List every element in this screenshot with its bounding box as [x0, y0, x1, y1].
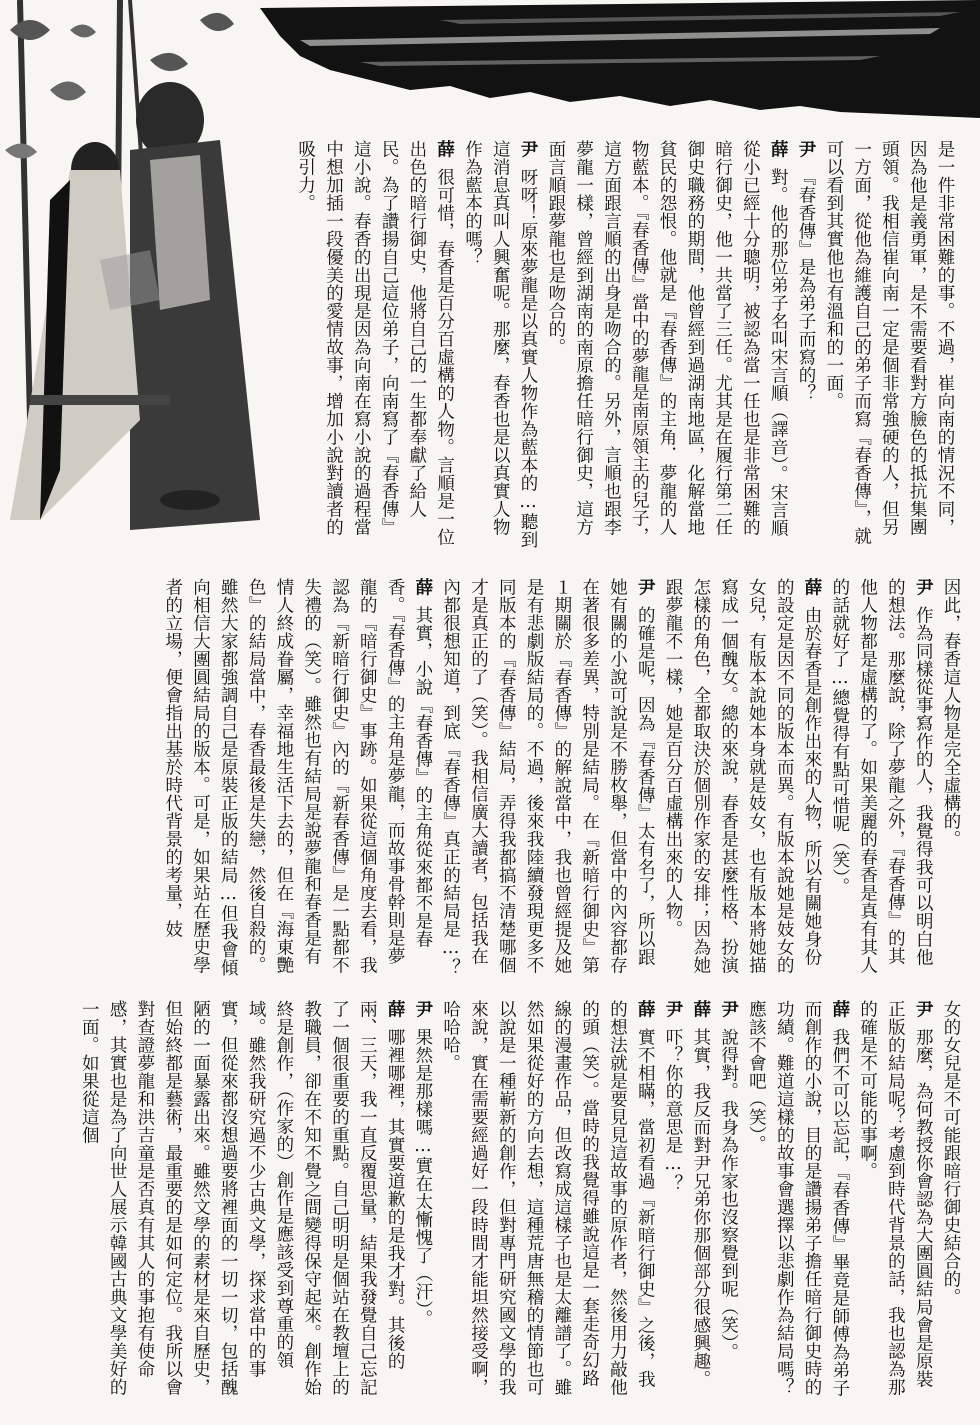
paragraph [458, 140, 541, 550]
paragraph-text: 其實，小說『春香傳』的主角從來都不是春香。『春香傳』的主角是夢龍，而故事骨幹則是夢龍的『暗行御史』事跡。如果從這個角度去看，我認為『新暗行御史』內的『新春香傳』是一點都不失禮的（笑）。雖然也有結局是說夢龍和春香是有情人終成眷屬，幸福地生活下去的，但在『海東艷色』的結局當中，春香最後是失戀，然後自殺的。雖然大家都強調自己是原裝正版的結局…但我會傾向相信大團圓結局的版本。可是，如果站在歷史學者的立場，便會指出基於時代背景的考量，妓 [162, 578, 433, 977]
speaker-xue: 薛 [690, 1000, 711, 1018]
paragraph-text: 呀呀！原來夢龍是以真實人物作為藍本的…聽到這消息真叫人興奮呢。那麼，春香也是以真實人物作為藍本的嗎？ [462, 140, 539, 549]
paragraph-text: 那麼，為何教授你會認為大團圓結局會是原裝正版的結局呢？考慮到時代背景的話，我也認為那的確是不可能的事啊。 [857, 1000, 934, 1396]
paragraph [436, 1000, 658, 1405]
paragraph-text: 吓？你的意思是…？ [663, 1028, 684, 1193]
paragraph [825, 578, 936, 978]
paragraph [291, 140, 458, 550]
paragraph [658, 1000, 686, 1405]
interview-section-3 [14, 1000, 964, 1405]
paragraph [742, 1000, 853, 1405]
speaker-yun: 尹 [635, 578, 656, 596]
paragraph-text: 的確是呢，因為『春香傳』太有名了，所以跟她有關的小說可說是不勝枚舉，但當中的內容都存在著很多差異，特別是結局。在『新暗行御史』第１期關於『春香傳』的解說當中，我也曾經提及她是有悲劇版結局的。不過，後來我陸續發現更多不同版本的『春香傳』結局，弄得我都搞不清楚哪個才是真正的了（笑）。我相信廣大讀者，包括我在內都很想知道，到底『春香傳』真正的結局是…？ [440, 578, 656, 977]
speaker-xue: 薛 [768, 140, 789, 158]
speaker-yun: 尹 [518, 140, 539, 158]
paragraph [714, 1000, 742, 1405]
paragraph-text: 女的女兒是不可能跟暗行御史結合的。 [941, 1000, 961, 1306]
paragraph [408, 1000, 436, 1405]
paragraph-text: 由於春香是創作出來的人物，所以有關她身份的設定是因不同的版本而異。有版本說她是妓女的女兒，有版本說她本身就是妓女，也有版本將她描寫成一個醜女。總的來說，春香是甚麼性格、扮演怎樣的角色，全都取決於個別作家的安排；因為她跟夢龍不一樣，她是百分百虛構出來的人物。 [663, 578, 823, 974]
paragraph-text: 很可惜，春香是百分百虛構的人物。言順是一位出色的暗行御史，他將自己的一生都奉獻了給人民。為了讚揚自己這位弟子，向南寫了『春香傳』這小說。春香的出現是因為向南在寫小說的過程當中想加插一段優美的愛情故事，增加小說對讀者的吸引力。 [295, 140, 455, 546]
paragraph [658, 578, 825, 978]
paragraph-text: 『春香傳』是為弟子而寫的？ [796, 168, 817, 402]
speaker-yun: 尹 [796, 140, 817, 158]
paragraph-text: 因此，春香這人物是完全虛構的。 [941, 578, 961, 848]
paragraph [541, 140, 791, 550]
paragraph [936, 1000, 964, 1405]
paragraph [791, 140, 819, 550]
interview-section-2 [14, 578, 964, 978]
paragraph [936, 578, 964, 978]
speaker-yun: 尹 [412, 1000, 433, 1018]
speaker-xue: 薛 [434, 140, 455, 158]
speaker-yun: 尹 [913, 1000, 934, 1018]
speaker-xue: 薛 [412, 578, 433, 596]
illustration-couple-swing [0, 0, 290, 560]
paragraph-text: 是一件非常困難的事。不過，崔向南的情況不同，因為他是義勇軍，是不需要看對方臉色的抵抗集團頭領。我相信崔向南一定是個非常強硬的人，但另一方面，從他為維護自己的弟子而寫『春香傳』，就可以看到其實他也有溫和的一面。 [823, 140, 955, 546]
speaker-xue: 薛 [802, 578, 823, 596]
paragraph-text: 對。他的那位弟子名叫宋言順（譯音）。宋言順從小已經十分聰明，被認為當一任也是非常困難的暗行御史，他一共當了三任。尤其是在履行第二任御史職務的期間，他曾經到過湖南地區，化解當地貧民的怨恨。他就是『春香傳』的主角．夢龍的人物藍本。『春香傳』當中的夢龍是南原領主的兒子，這方面跟言順的出身是吻合的。另外，言順也跟李夢龍一樣，曾經到湖南的南原擔任暗行御史，這方面言順跟夢龍也是吻合的。 [545, 140, 789, 546]
speaker-xue: 薛 [829, 1000, 850, 1018]
paragraph [75, 1000, 409, 1405]
paragraph [436, 578, 658, 978]
paragraph-text: 我們不可以忘記，『春香傳』畢竟是師傅為弟子而創作的小說，目的是讚揚弟子擔任暗行御史時的功績。難道這樣的故事會選擇以悲劇作為結局嗎？應該不會吧（笑）。 [746, 1000, 850, 1398]
paragraph-text: 說得對。我身為作家也沒察覺到呢（笑）。 [718, 1028, 739, 1362]
speaker-yun: 尹 [663, 1000, 684, 1018]
paragraph-text: 果然是那樣嗎…實在太慚愧了（汗）。 [412, 1028, 433, 1328]
paragraph-text: 其實，我反而對尹兄弟你那個部分很感興趣。 [690, 1028, 711, 1388]
speaker-xue: 薛 [385, 1000, 406, 1018]
speaker-yun: 尹 [718, 1000, 739, 1018]
paragraph [686, 1000, 714, 1405]
paragraph [158, 578, 436, 978]
speaker-xue: 薛 [635, 1000, 656, 1018]
paragraph [819, 140, 958, 550]
paragraph-text: 哪裡哪裡，其實要道歉的是我才對。其後的兩、三天，我一直反覆思量，結果我發覺自己忘記了一個很重要的重點。自己明明是個站在教壇上的教職員，卻在不知不覺之間變得保守起來。創作始終是創作，（作家的）創作是應該受到尊重的領域。雖然我研究過不少古典文學，探求當中的事實，但從來都沒想過要將裡面的一切一切，包括醜陋的一面暴露出來。雖然文學的素材是來自歷史，但始終都是藝術，最重要的是如何定位。我所以會對查證夢龍和洪吉童是否真有其人的事抱有使命感，其實也是為了向世人展示韓國古典文學美好的一面。如果從這個 [79, 1000, 406, 1396]
paragraph-text: 實不相瞞，當初看過『新暗行御史』之後，我的想法就是要見見這故事的原作者，然後用力敲他的頭（笑）。當時的我覺得雖說這是一套走奇幻路線的漫畫作品，但改寫成這樣子也是太離譜了。雖然如果從好的方向去想，這種荒唐無稽的情節也可以說是一種嶄新的創作，但對專門研究國文學的我來說，實在需要經過好一段時間才能坦然接受啊，哈哈哈。 [440, 1000, 656, 1396]
speaker-yun: 尹 [913, 578, 934, 596]
interview-section-1 [268, 140, 958, 550]
paragraph [853, 1000, 936, 1405]
paragraph-text: 作為同樣從事寫作的人，我覺得我可以明白他的想法。那麼說，除了夢龍之外，『春香傳』的其他人物都是虛構的了。如果美麗的春香是真有其人的話就好了…總覺得有點可惜呢（笑）。 [829, 578, 934, 974]
ink-brush-banner [240, 0, 980, 120]
